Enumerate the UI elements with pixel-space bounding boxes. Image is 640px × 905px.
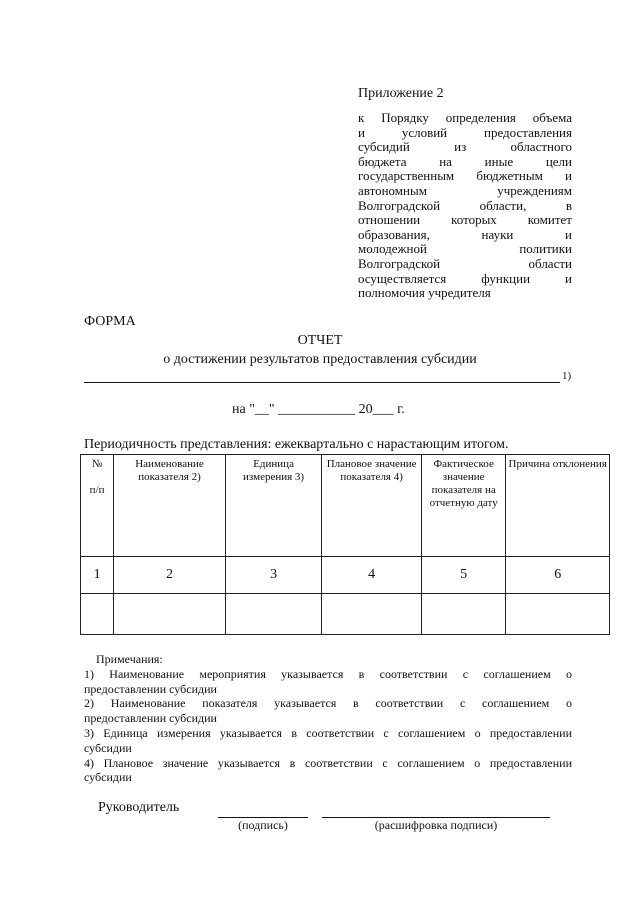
report-table bbox=[80, 454, 610, 635]
note-line: 3) Единица измерения указывается в соответствии с соглашением о предоставлении bbox=[84, 725, 572, 740]
empty-cell[interactable] bbox=[114, 594, 226, 635]
column-number: 3 bbox=[225, 557, 322, 594]
form-label: ФОРМА bbox=[84, 314, 136, 329]
note-line: субсидии bbox=[84, 770, 132, 785]
notes-title: Примечания: bbox=[96, 652, 163, 666]
appendix-line: Волгоградской области bbox=[358, 255, 572, 271]
column-number: 6 bbox=[506, 557, 610, 594]
note-line: субсидии bbox=[84, 740, 132, 755]
periodicity-text: Периодичность представления: ежеквартально с нарастающим итогом. bbox=[84, 437, 509, 452]
appendix-line: полномочия учредителя bbox=[358, 285, 491, 301]
header-cell-reason: Причина отклонения bbox=[506, 455, 610, 557]
table-header-row bbox=[81, 455, 610, 557]
appendix-line: и условий предоставления bbox=[358, 124, 572, 140]
footnote-mark: 1) bbox=[562, 370, 572, 382]
report-date-line: на "__" ___________ 20___ г. bbox=[232, 402, 405, 417]
header-cell-number: № п/п bbox=[81, 455, 114, 557]
empty-cell[interactable] bbox=[506, 594, 610, 635]
appendix-text bbox=[358, 111, 572, 301]
signature-decoding-caption: (расшифровка подписи) bbox=[374, 818, 498, 832]
empty-cell[interactable] bbox=[421, 594, 505, 635]
note-line: 1) Наименование мероприятия указывается в соответствии с соглашением о bbox=[84, 666, 572, 681]
report-title: ОТЧЕТ bbox=[297, 333, 343, 348]
column-number: 2 bbox=[114, 557, 226, 594]
appendix-line: к Порядку определения объема bbox=[358, 110, 572, 125]
appendix-line: государственным бюджетным и bbox=[358, 168, 572, 184]
note-line: предоставлении субсидии bbox=[84, 681, 217, 696]
header-cell-planned: Плановое значение показателя 4) bbox=[322, 455, 422, 557]
header-cell-actual: Фактическое значение показателя на отчетную дату bbox=[421, 455, 505, 557]
signature-caption: (подпись) bbox=[238, 818, 288, 832]
signatory-label: Руководитель bbox=[98, 800, 180, 815]
column-number: 5 bbox=[421, 557, 505, 594]
table-row bbox=[81, 557, 610, 594]
note-line: 2) Наименование показателя указывается в соответствии с соглашением о bbox=[84, 696, 572, 711]
column-number: 4 bbox=[322, 557, 422, 594]
report-subtitle: о достижении результатов предоставления субсидии bbox=[163, 352, 477, 367]
table-row bbox=[81, 594, 610, 635]
note-line: предоставлении субсидии bbox=[84, 711, 217, 726]
empty-cell[interactable] bbox=[81, 594, 114, 635]
empty-cell[interactable] bbox=[322, 594, 422, 635]
note-line: 4) Плановое значение указывается в соответствии с соглашением о предоставлении bbox=[84, 755, 572, 770]
appendix-line: отношении которых комитет bbox=[358, 212, 572, 228]
column-number: 1 bbox=[81, 557, 114, 594]
appendix-line: автономным учреждениям bbox=[358, 182, 572, 198]
appendix-line: Волгоградской области, в bbox=[358, 197, 572, 213]
appendix-line: молодежной политики bbox=[358, 241, 572, 257]
appendix-line: субсидий из областного bbox=[358, 139, 572, 155]
empty-cell[interactable] bbox=[225, 594, 322, 635]
recipient-blank-line bbox=[84, 382, 560, 383]
appendix-title: Приложение 2 bbox=[358, 86, 444, 101]
appendix-line: образования, науки и bbox=[358, 226, 572, 242]
appendix-line: бюджета на иные цели bbox=[358, 153, 572, 169]
appendix-line: осуществляется функции и bbox=[358, 270, 572, 286]
header-cell-indicator: Наименование показателя 2) bbox=[114, 455, 226, 557]
header-cell-unit: Единица измерения 3) bbox=[225, 455, 322, 557]
notes-section bbox=[84, 652, 572, 785]
